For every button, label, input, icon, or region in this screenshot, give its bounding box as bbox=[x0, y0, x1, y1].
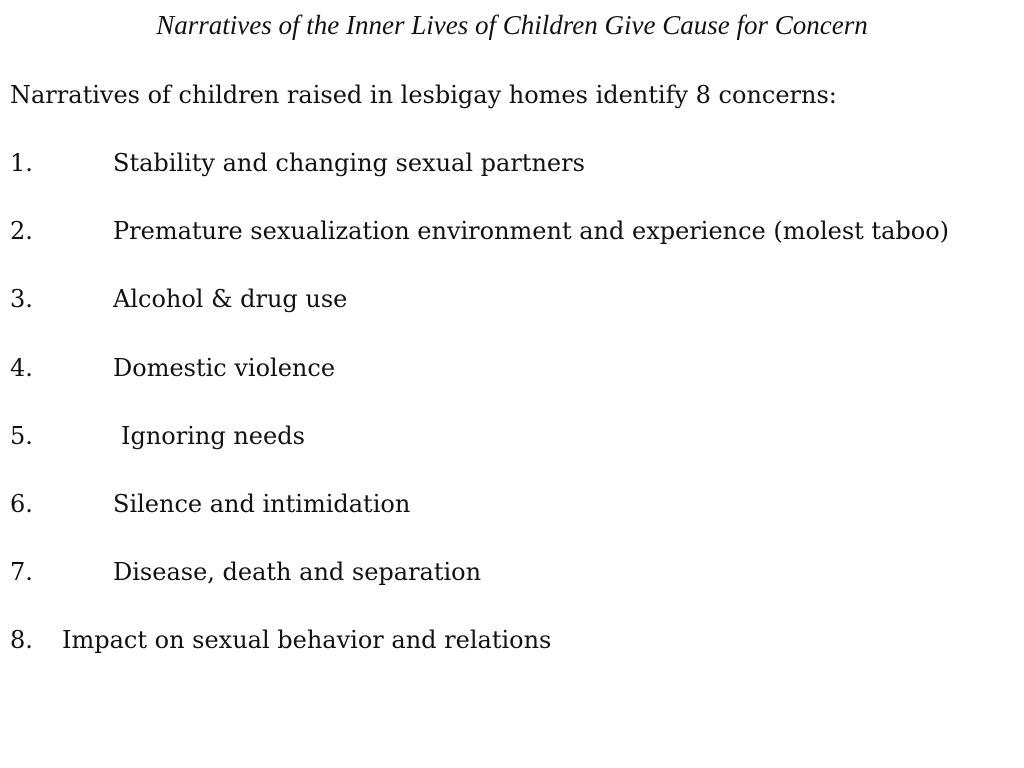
concern-number: 6. bbox=[10, 489, 33, 518]
concern-number: 4. bbox=[10, 353, 33, 382]
intro-text: Narratives of children raised in lesbigay homes identify 8 concerns: bbox=[10, 81, 837, 109]
concern-number: 2. bbox=[10, 217, 33, 246]
concern-text: Alcohol & drug use bbox=[113, 285, 348, 314]
concern-number: 5. bbox=[10, 421, 33, 450]
concern-number: 1. bbox=[10, 149, 33, 177]
concern-text: Silence and intimidation bbox=[113, 489, 411, 518]
concern-text: Domestic violence bbox=[113, 353, 336, 382]
concern-number: 7. bbox=[10, 558, 33, 587]
concern-text: Ignoring needs bbox=[121, 421, 305, 450]
concern-text: Premature sexualization environment and experience (molest taboo) bbox=[113, 217, 950, 246]
concern-text: Impact on sexual behavior and relations bbox=[62, 626, 552, 655]
concern-number: 8. bbox=[10, 626, 33, 655]
concern-number: 3. bbox=[10, 285, 33, 314]
concern-text: Disease, death and separation bbox=[113, 558, 482, 587]
concern-text: Stability and changing sexual partners bbox=[113, 149, 585, 177]
slide-title: Narratives of the Inner Lives of Children Give Cause for Concern bbox=[156, 10, 868, 40]
